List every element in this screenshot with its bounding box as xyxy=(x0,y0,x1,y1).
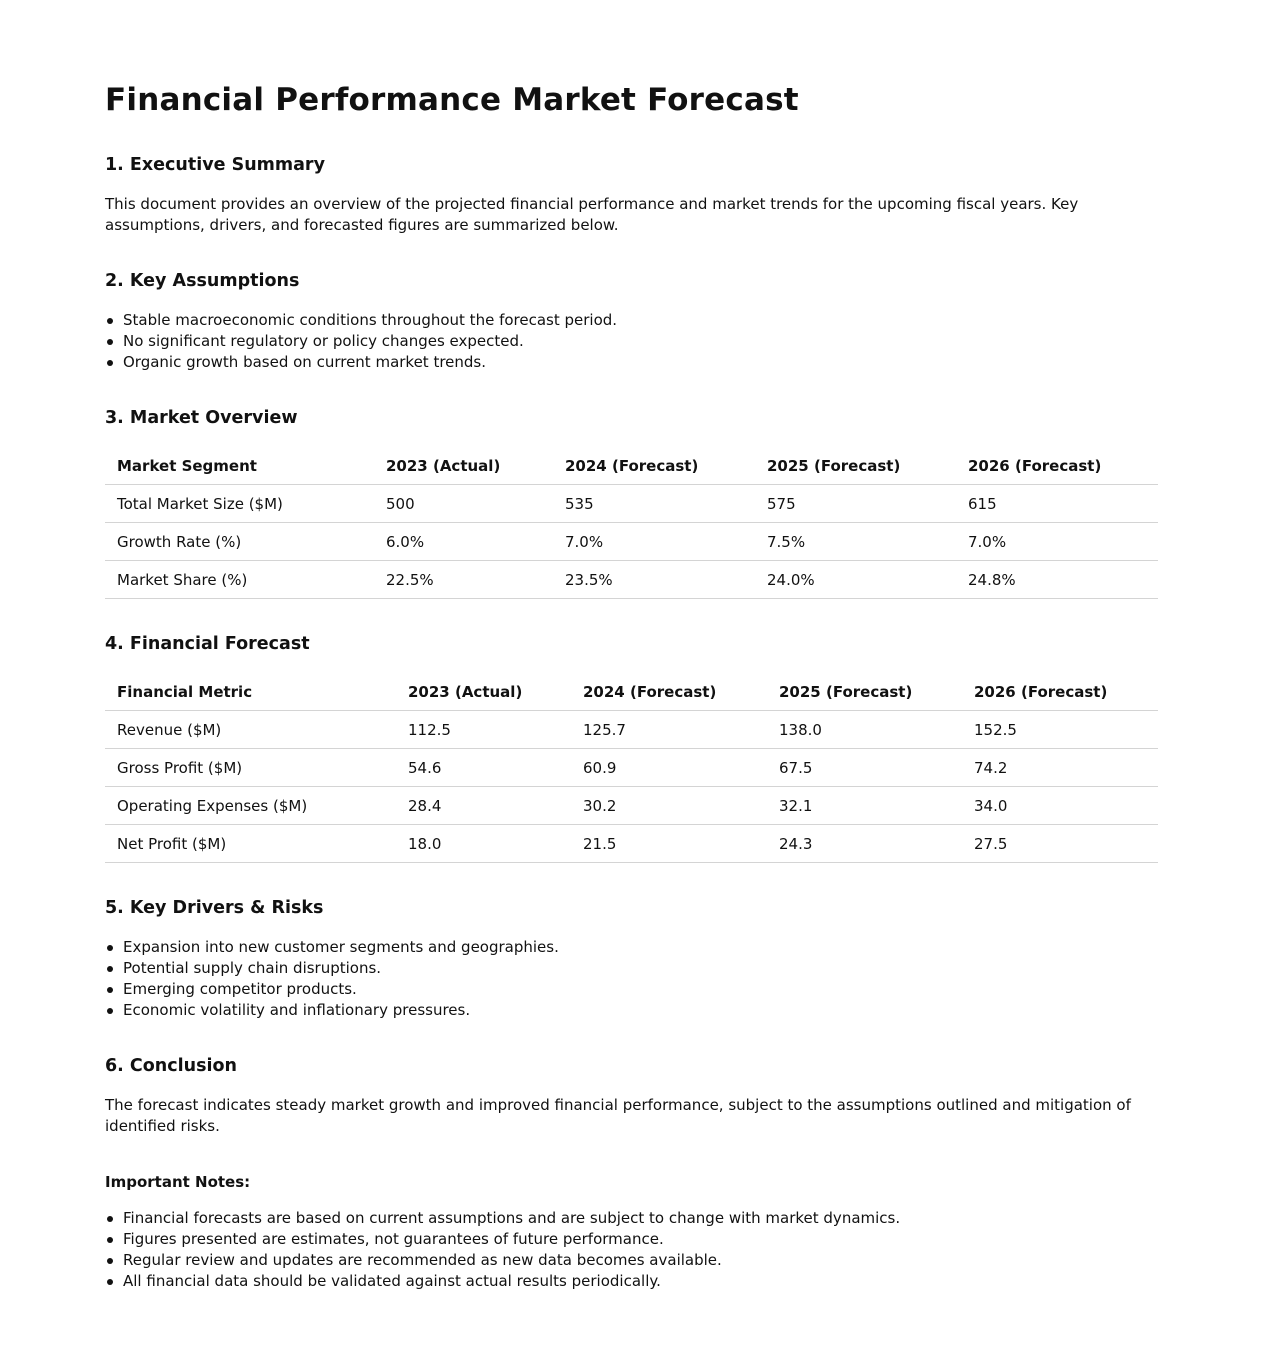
table-cell: 500 xyxy=(374,485,553,523)
table-cell: 67.5 xyxy=(767,749,962,787)
table-cell: 7.0% xyxy=(553,523,755,561)
table-cell: 7.5% xyxy=(755,523,956,561)
column-header: 2024 (Forecast) xyxy=(553,447,755,485)
financial-forecast-table xyxy=(105,673,1158,863)
list-item: Potential supply chain disruptions. xyxy=(123,958,1158,979)
list-item: Expansion into new customer segments and geographies. xyxy=(123,937,1158,958)
executive-summary-text: This document provides an overview of the projected financial performance and market trends for the upcoming fiscal years. Key assumptions, drivers, and forecasted figures are summarized below. xyxy=(105,195,1079,234)
table-cell: 615 xyxy=(956,485,1158,523)
list-item: Regular review and updates are recommended as new data becomes available. xyxy=(123,1250,1158,1271)
table-row xyxy=(105,561,1158,599)
column-header: 2026 (Forecast) xyxy=(962,673,1158,711)
table-cell: 125.7 xyxy=(571,711,767,749)
list-item: No significant regulatory or policy changes expected. xyxy=(123,331,1158,352)
table-cell: 74.2 xyxy=(962,749,1158,787)
conclusion-text: The forecast indicates steady market growth and improved financial performance, subject to the assumptions outlined and mitigation of identified risks. xyxy=(105,1096,1131,1135)
market-overview-table xyxy=(105,447,1158,599)
document-page xyxy=(105,0,1158,1292)
list-item: Stable macroeconomic conditions throughout the forecast period. xyxy=(123,310,1158,331)
table-cell: 575 xyxy=(755,485,956,523)
table-cell: 60.9 xyxy=(571,749,767,787)
table-cell: 24.8% xyxy=(956,561,1158,599)
table-cell: 27.5 xyxy=(962,825,1158,863)
list-item: Organic growth based on current market trends. xyxy=(123,352,1158,373)
table-cell: 152.5 xyxy=(962,711,1158,749)
table-cell: 138.0 xyxy=(767,711,962,749)
column-header: 2026 (Forecast) xyxy=(956,447,1158,485)
key-assumptions-heading: 2. Key Assumptions xyxy=(105,271,300,291)
drivers-risks-heading: 5. Key Drivers & Risks xyxy=(105,898,324,918)
table-cell: 23.5% xyxy=(553,561,755,599)
list-item: Emerging competitor products. xyxy=(123,979,1158,1000)
financial-forecast-heading: 4. Financial Forecast xyxy=(105,634,310,654)
column-header: Financial Metric xyxy=(105,673,396,711)
table-row xyxy=(105,523,1158,561)
executive-summary-heading: 1. Executive Summary xyxy=(105,155,325,175)
list-item: Figures presented are estimates, not guarantees of future performance. xyxy=(123,1229,1158,1250)
table-cell: 18.0 xyxy=(396,825,571,863)
list-item: Financial forecasts are based on current assumptions and are subject to change with market dynamics. xyxy=(123,1208,1158,1229)
table-cell: 54.6 xyxy=(396,749,571,787)
column-header: 2025 (Forecast) xyxy=(755,447,956,485)
table-cell: 6.0% xyxy=(374,523,553,561)
table-cell: Gross Profit ($M) xyxy=(105,749,396,787)
table-cell: 535 xyxy=(553,485,755,523)
page-title: Financial Performance Market Forecast xyxy=(105,82,799,118)
table-cell: Net Profit ($M) xyxy=(105,825,396,863)
table-cell: Growth Rate (%) xyxy=(105,523,374,561)
table-row xyxy=(105,787,1158,825)
column-header: 2024 (Forecast) xyxy=(571,673,767,711)
column-header: Market Segment xyxy=(105,447,374,485)
table-cell: Total Market Size ($M) xyxy=(105,485,374,523)
key-assumptions-list xyxy=(105,310,1158,373)
table-cell: 7.0% xyxy=(956,523,1158,561)
table-cell: Market Share (%) xyxy=(105,561,374,599)
table-header-row xyxy=(105,673,1158,711)
table-cell: 28.4 xyxy=(396,787,571,825)
market-overview-heading: 3. Market Overview xyxy=(105,408,298,428)
table-cell: Revenue ($M) xyxy=(105,711,396,749)
column-header: 2023 (Actual) xyxy=(374,447,553,485)
table-cell: 34.0 xyxy=(962,787,1158,825)
drivers-risks-list xyxy=(105,937,1158,1021)
list-item: All financial data should be validated against actual results periodically. xyxy=(123,1271,1158,1292)
table-row xyxy=(105,711,1158,749)
table-header-row xyxy=(105,447,1158,485)
important-notes-heading: Important Notes: xyxy=(105,1173,251,1191)
conclusion-heading: 6. Conclusion xyxy=(105,1056,237,1076)
list-item: Economic volatility and inflationary pressures. xyxy=(123,1000,1158,1021)
table-cell: 32.1 xyxy=(767,787,962,825)
table-row xyxy=(105,485,1158,523)
table-cell: 24.3 xyxy=(767,825,962,863)
table-cell: 30.2 xyxy=(571,787,767,825)
table-row xyxy=(105,749,1158,787)
important-notes-list xyxy=(105,1208,1158,1292)
table-cell: 21.5 xyxy=(571,825,767,863)
table-cell: Operating Expenses ($M) xyxy=(105,787,396,825)
table-cell: 22.5% xyxy=(374,561,553,599)
column-header: 2023 (Actual) xyxy=(396,673,571,711)
table-row xyxy=(105,825,1158,863)
table-cell: 24.0% xyxy=(755,561,956,599)
column-header: 2025 (Forecast) xyxy=(767,673,962,711)
table-cell: 112.5 xyxy=(396,711,571,749)
